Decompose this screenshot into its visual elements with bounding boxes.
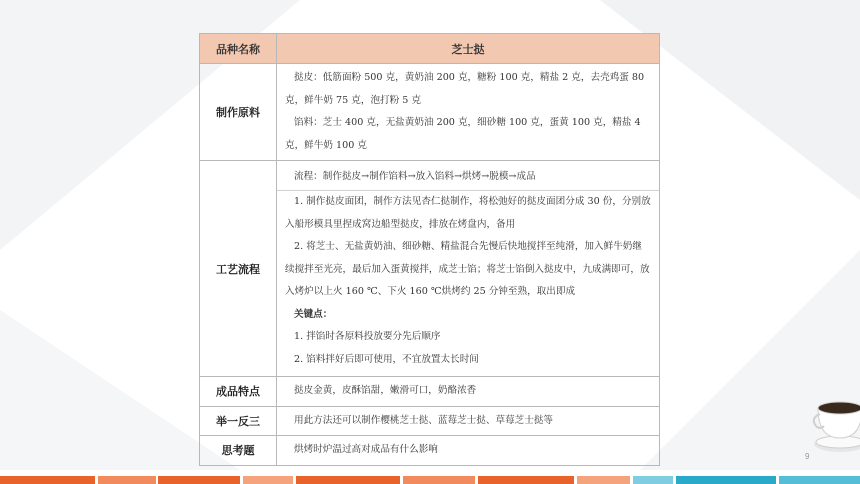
ingredients-content <box>277 64 660 161</box>
process-step-1: 1. 制作挞皮面团，制作方法见杏仁挞制作，将松弛好的挞皮面团分成 30 份，分别放入船形模具里捏成窝边船型挞皮，排放在烤盘内，备用 <box>285 196 651 230</box>
table-row-ingredients <box>200 64 660 161</box>
bottom-color-bar <box>0 476 860 484</box>
header-variety-name: 品种名称 <box>200 34 277 64</box>
features-text: 挞皮金黄，皮酥馅甜，嫩滑可口，奶酪浓香 <box>294 385 477 396</box>
variations-content <box>277 406 660 436</box>
features-content <box>277 377 660 407</box>
row-label-question: 思考题 <box>200 436 277 466</box>
process-divider <box>277 190 659 371</box>
crust-ingredients: 挞皮：低筋面粉 500 克，黄奶油 200 克，糖粉 100 克，精盐 2 克，去壳鸡蛋 80 克，鲜牛奶 75 克，泡打粉 5 克 <box>285 72 645 106</box>
filling-ingredients: 馅料：芝士 400 克，无盐黄奶油 200 克，细砂糖 100 克，蛋黄 100 克，精盐 4 克，鲜牛奶 100 克 <box>285 117 641 151</box>
page-number: 9 <box>805 452 810 461</box>
process-step-2: 2. 将芝士、无盐黄奶油、细砂糖、精盐混合先慢后快地搅拌至纯滑，加入鲜牛奶继续搅拌至光亮，最后加入蛋黄搅拌，成芝士馅；将芝士馅倒入挞皮中，九成满即可，放入烤炉以上火 160 ℃、下火 160 ℃烘烤约 25 分钟至熟，取出即成 <box>285 241 650 298</box>
header-product-name: 芝士挞 <box>277 34 660 64</box>
coffee-cup-icon <box>810 380 860 460</box>
key-point-2: 2. 馅料拌好后即可使用，不宜放置太长时间 <box>294 353 479 365</box>
row-label-process: 工艺流程 <box>200 161 277 377</box>
table-row-question <box>200 436 660 466</box>
key-points-title: 关键点： <box>294 308 333 320</box>
recipe-table <box>199 33 660 466</box>
process-content <box>277 161 660 377</box>
key-point-1: 1. 拌馅时各原料投放要分先后顺序 <box>294 331 441 343</box>
question-content <box>277 436 660 466</box>
table-row-features <box>200 377 660 407</box>
row-label-ingredients: 制作原料 <box>200 64 277 161</box>
question-text: 烘烤时炉温过高对成品有什么影响 <box>294 444 438 455</box>
row-label-features: 成品特点 <box>200 377 277 407</box>
process-flow: 流程：制作挞皮→制作馅料→放入馅料→烘烤→脱模→成品 <box>294 170 536 182</box>
table-header-row <box>200 34 660 64</box>
variations-text: 用此方法还可以制作樱桃芝士挞、蓝莓芝士挞、草莓芝士挞等 <box>294 414 554 426</box>
row-label-variations: 举一反三 <box>200 406 277 436</box>
table-row-process <box>200 161 660 377</box>
table-row-variations <box>200 406 660 436</box>
